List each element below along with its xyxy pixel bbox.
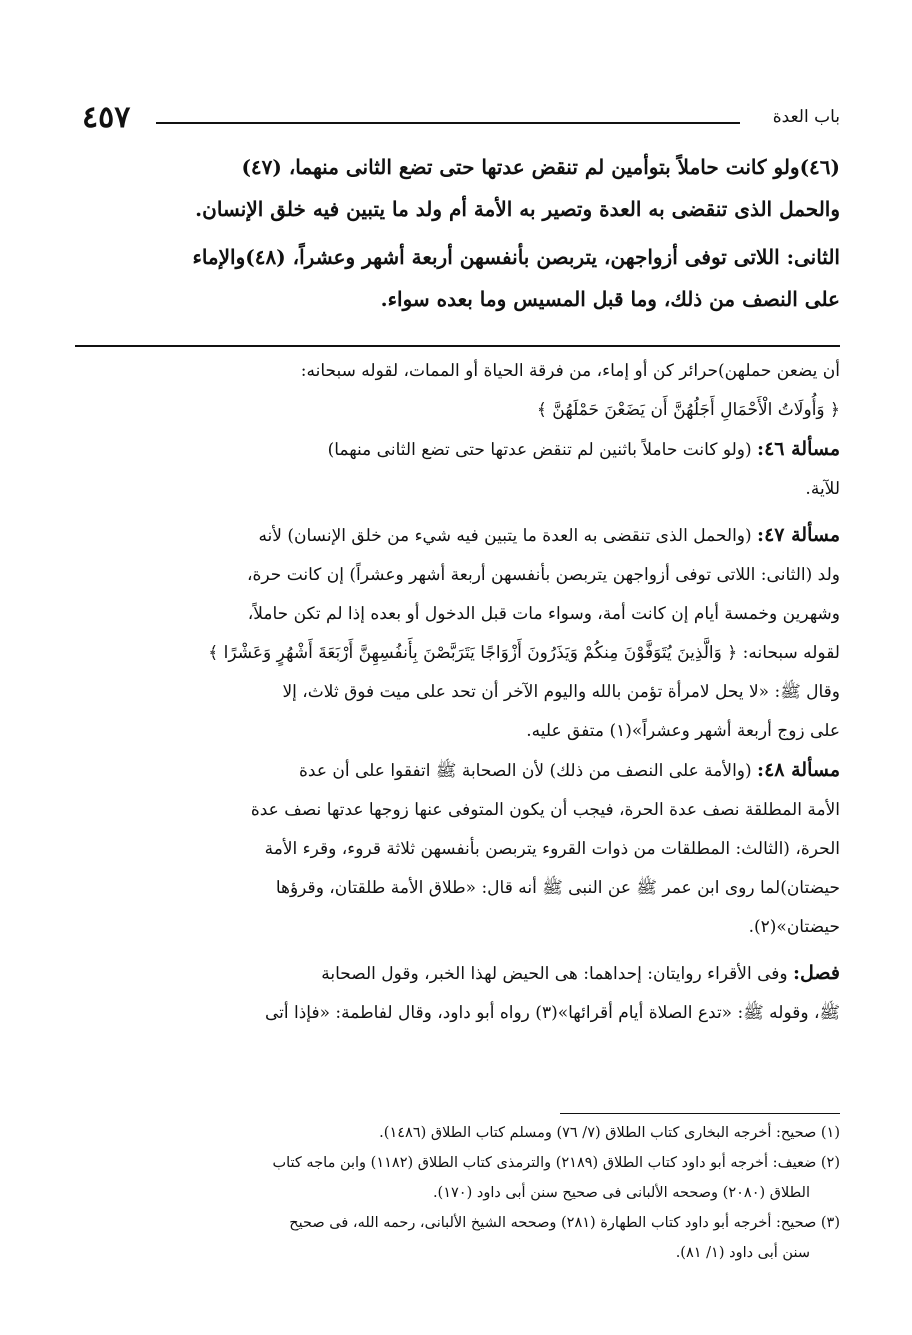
running-header — [82, 100, 840, 136]
footnote-1: (١) صحيح: أخرجه البخارى كتاب الطلاق (٧/ ٧٦) ومسلم كتاب الطلاق (١٤٨٦). — [379, 1125, 840, 1141]
fasl-text: وفى الأقراء روايتان: إحداهما: هى الحيض لهذا الخبر، وقول الصحابة — [321, 964, 788, 984]
footnote-3-cont: سنن أبى داود (١/ ٨١). — [675, 1245, 810, 1261]
footnote-2: (٢) ضعيف: أخرجه أبو داود كتاب الطلاق (٢١٨٩) والترمذى كتاب الطلاق (١١٨٢) وابن ماجه كتاب — [272, 1155, 840, 1171]
masala-text: (والحمل الذى تنقضى به العدة ما يتبين فيه شيء من خلق الإنسان) لأنه — [258, 526, 752, 546]
masala-47 — [74, 516, 840, 556]
commentary-line: حيضتان»(٢). — [748, 917, 840, 937]
fasl — [74, 954, 840, 994]
commentary-line: على زوج أربعة أشهر وعشراً»(١) متفق عليه. — [526, 721, 840, 741]
main-text — [74, 146, 840, 320]
commentary-line: حيضتان)لما روى ابن عمر ﷺ عن النبى ﷺ أنه قال: «طلاق الأمة طلقتان، وقرؤها — [275, 878, 840, 898]
masala-46 — [74, 430, 840, 470]
header-rule — [156, 122, 740, 124]
masala-text: (ولو كانت حاملاً باثنين لم تنقض عدتها حتى تضع الثانى منهما) — [327, 440, 752, 460]
chapter-title: باب العدة — [772, 107, 840, 127]
quran-verse: ﴿ وَأُولَاتُ الْأَحْمَالِ أَجَلُهُنَّ أَن يَضَعْنَ حَمْلَهُنَّ ﴾ — [536, 400, 840, 420]
masala-label: مسألة ٤٨: — [757, 759, 840, 781]
masala-label: مسألة ٤٧: — [757, 524, 840, 546]
footnote-2-cont: الطلاق (٢٠٨٠) وصححه الألبانى فى صحيح سنن أبى داود (١٧٠). — [432, 1185, 810, 1201]
fasl-label: فصل: — [793, 962, 840, 984]
commentary-line: ﷺ، وقوله ﷺ: «تدع الصلاة أيام أقرائها»(٣) رواه أبو داود، وقال لفاطمة: «فإذا أتى — [264, 1003, 840, 1023]
commentary-line: الأمة المطلقة نصف عدة الحرة، فيجب أن يكون المتوفى عنها زوجها عدتها نصف عدة — [250, 800, 840, 820]
main-line: (٤٦)ولو كانت حاملاً بتوأمين لم تنقض عدتها حتى تضع الثانى منهما، (٤٧) — [241, 155, 840, 179]
footnote-3: (٣) صحيح: أخرجه أبو داود كتاب الطهارة (٢٨١) وصححه الشيخ الألبانى، رحمه الله، فى صحيح — [289, 1215, 840, 1231]
commentary-line: أن يضعن حملهن)حرائر كن أو إماء، من فرقة الحياة أو الممات، لقوله سبحانه: — [300, 361, 840, 381]
masala-48 — [74, 751, 840, 791]
masala-text: (والأمة على النصف من ذلك) لأن الصحابة ﷺ اتفقوا على أن عدة — [299, 761, 752, 781]
commentary-line: للآية. — [805, 479, 840, 499]
commentary-line: وشهرين وخمسة أيام إن كانت أمة، وسواء مات قبل الدخول أو بعده إذا لم تكن حاملاً، — [247, 604, 840, 624]
commentary-line: لقوله سبحانه: ﴿ وَالَّذِينَ يُتَوَفَّوْنَ مِنكُمْ وَيَذَرُونَ أَزْوَاجًا يَتَرَبَّصْنَ بِأَنفُسِهِنَّ أَرْبَعَةَ أَشْهُرٍ وَعَشْرًا ﴾ — [208, 643, 840, 663]
main-line: على النصف من ذلك، وما قبل المسيس وما بعده سواء. — [380, 287, 840, 311]
footnote-rule — [560, 1113, 840, 1114]
commentary-line: ولد (الثانى: اللاتى توفى أزواجهن يتربصن بأنفسهن أربعة أشهر وعشراً) إن كانت حرة، — [247, 565, 840, 585]
commentary-line: الحرة، (الثالث: المطلقات من ذوات القروء يتربصن بأنفسهن ثلاثة قروء، وقرء الأمة — [264, 839, 840, 859]
main-line: والحمل الذى تنقضى به العدة وتصير به الأمة أم ولد ما يتبين فيه خلق الإنسان. — [195, 197, 840, 221]
footnotes — [74, 1118, 840, 1268]
commentary — [74, 352, 840, 1033]
text-separator — [75, 345, 840, 347]
page-number: ٤٥٧ — [82, 100, 131, 135]
masala-label: مسألة ٤٦: — [757, 438, 840, 460]
main-line: الثانى: اللاتى توفى أزواجهن، يتربصن بأنفسهن أربعة أشهر وعشراً، (٤٨)والإماء — [192, 245, 840, 269]
commentary-line: وقال ﷺ: «لا يحل لامرأة تؤمن بالله واليوم الآخر أن تحد على ميت فوق ثلاث، إلا — [282, 682, 840, 702]
